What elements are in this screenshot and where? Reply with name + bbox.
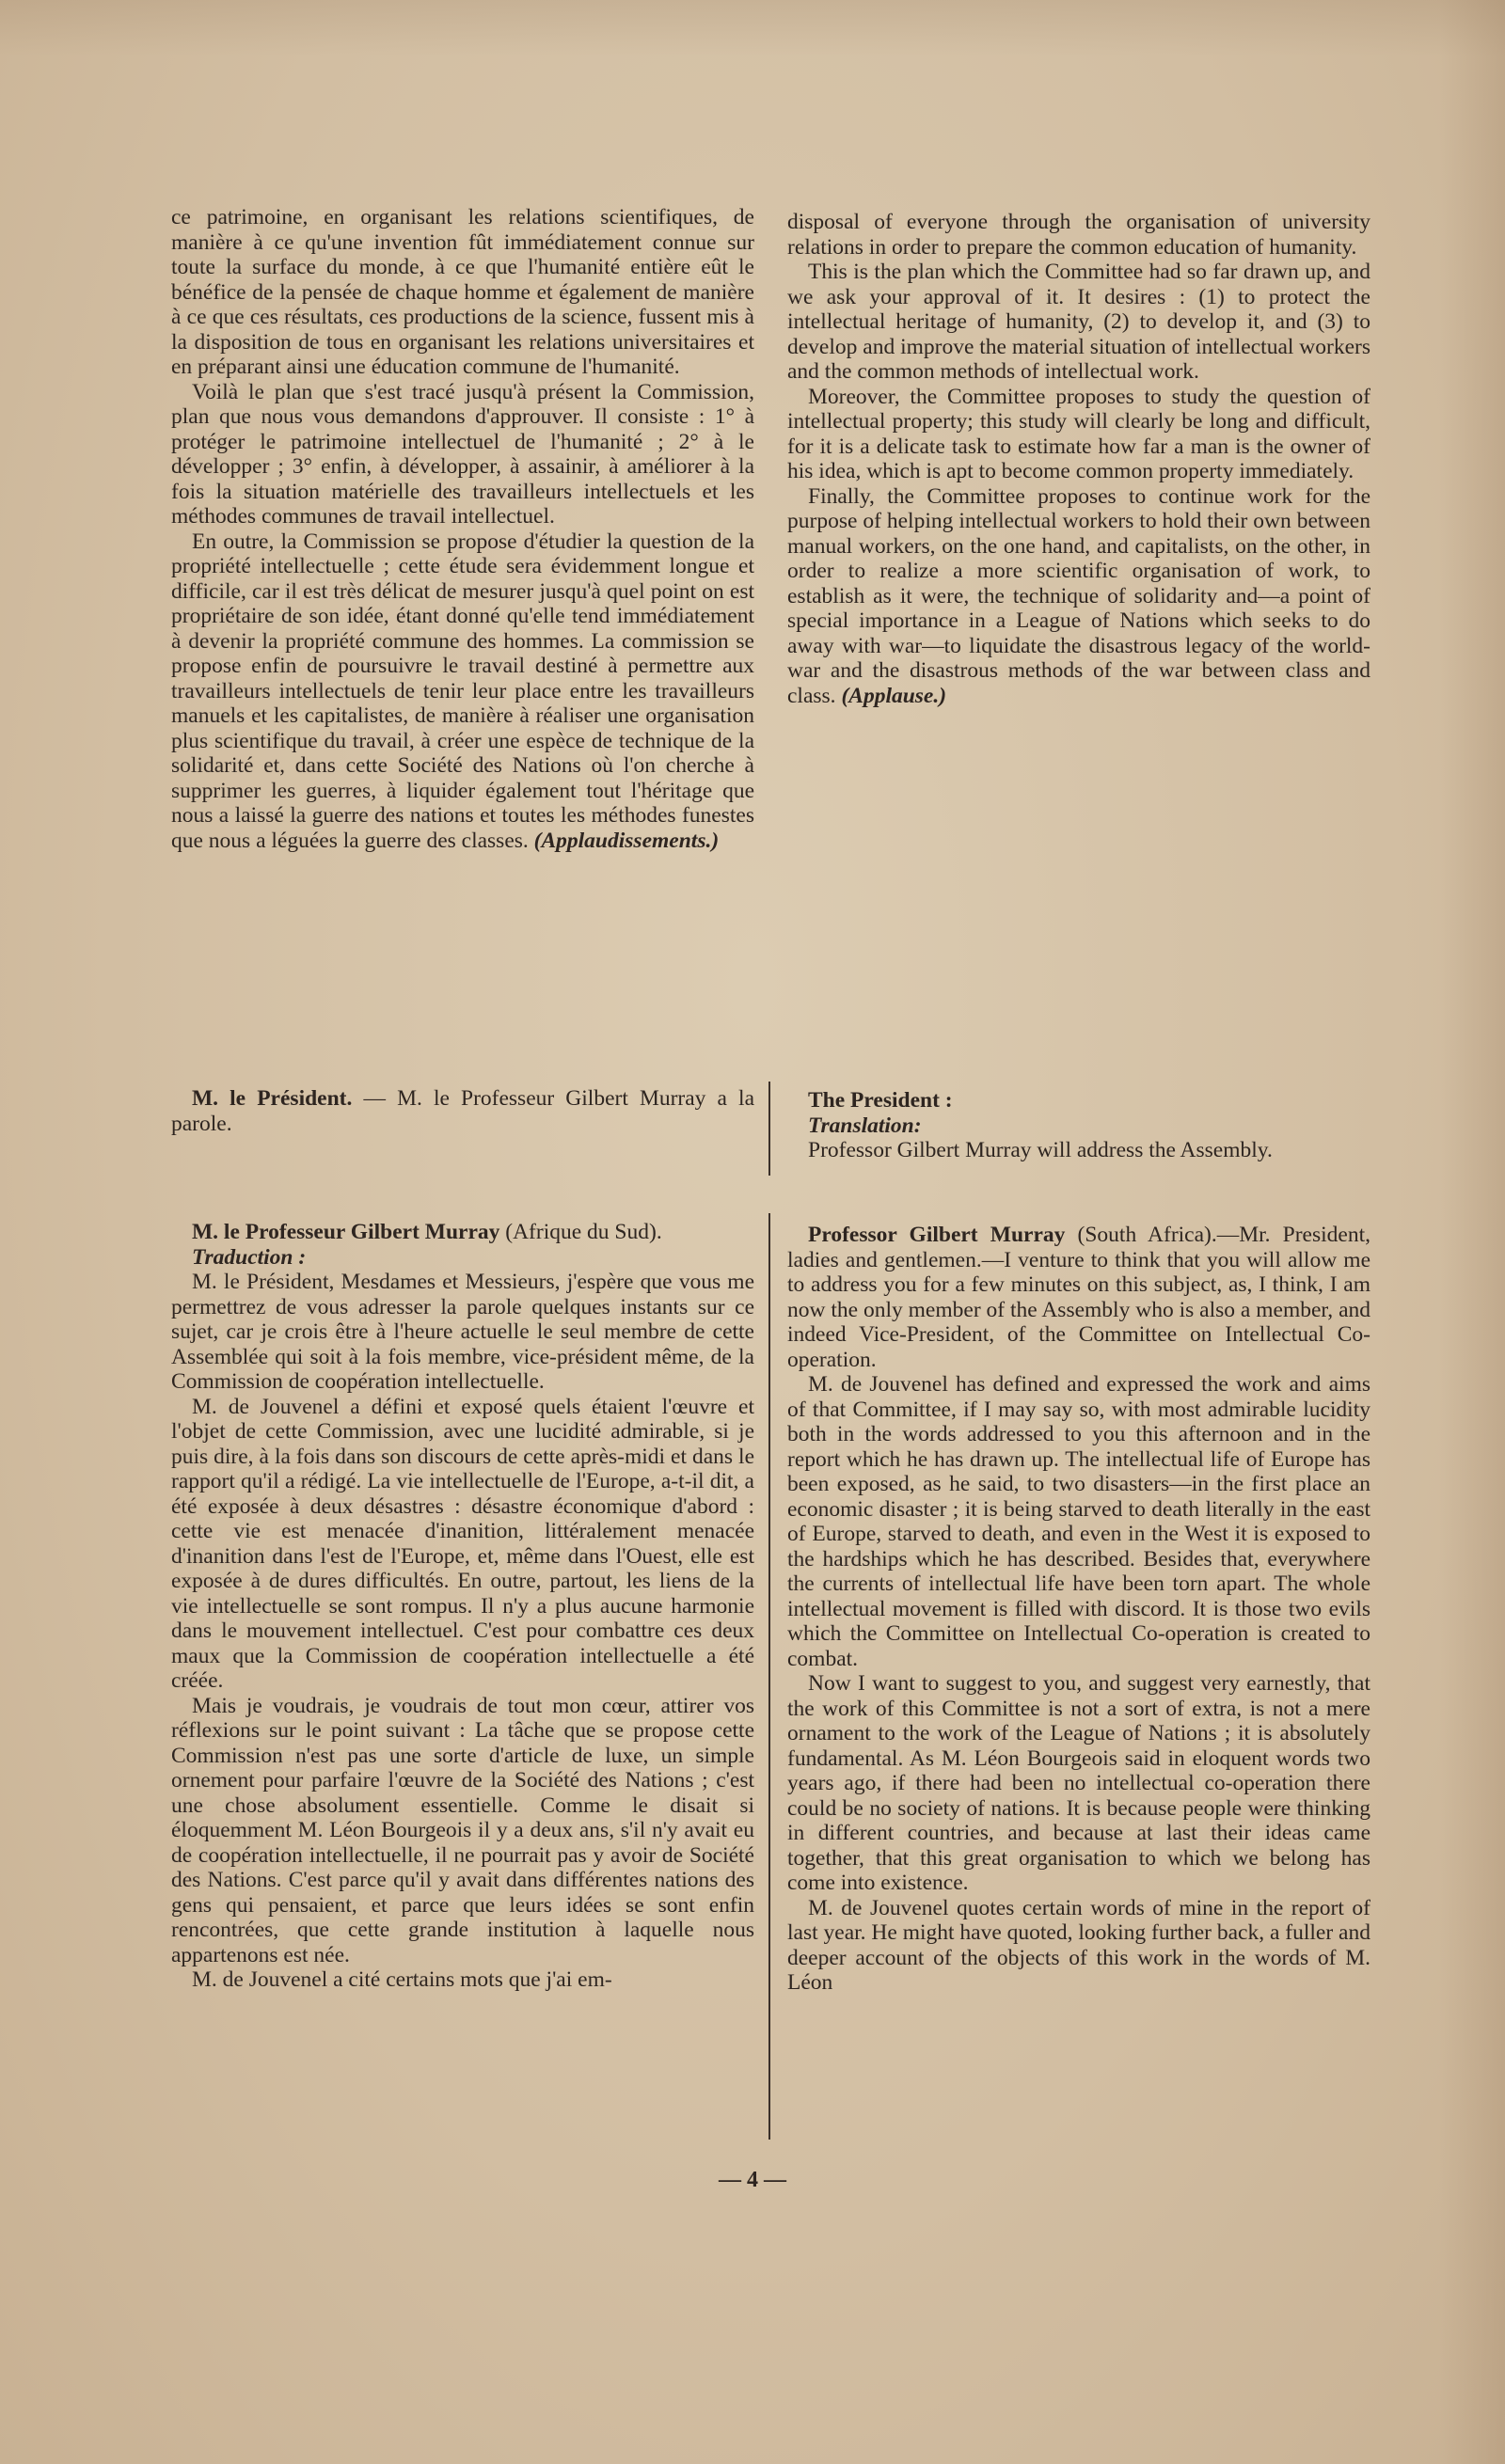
right-murray-block (787, 1223, 1370, 1996)
column-divider-upper (768, 1082, 770, 1176)
left-president-block (171, 1086, 754, 1136)
right-paragraph-2: This is the plan which the Committee had so far drawn up, and we ask your approval of it. It desires : (1) to protect the intellectual heritage of humanity, (2) to develop it, and (3) to develop and improve the material situation of intellectual workers and the common methods of intellectual work. (787, 260, 1370, 384)
right-murray-paragraph-2: M. de Jouvenel has defined and expressed the work and aims of that Committee, if I may say so, with most admirable lucidity both in the words addressed to you this afternoon and in the report which he has drawn up. The intellectual life of Europe has been exposed, as he said, to two disasters—in the first place an economic disaster ; it is being starved to death literally in the east of Europe, starved to death, and even in the West it is exposed to the hardships which he has described. Besides that, everywhere the currents of intellectual life have been torn apart. The whole intellectual movement is filled with discord. It is those two evils which the Committee on Intellectual Co-operation is created to combat. (787, 1372, 1370, 1671)
right-murray-paragraph-3: Now I want to suggest to you, and suggest very earnestly, that the work of this Committee is not a sort of extra, is not a mere ornament to the work of the League of Nations ; it is absolutely fundamental. As M. Léon Bourgeois said in eloquent words two years ago, if there had been no intellectual co-operation there could be no society of nations. It is because people were thinking in different countries, and because at last their ideas came together, that this great organisation to which we belong has come into existence. (787, 1671, 1370, 1895)
left-paragraph-1: ce patrimoine, en organisant les relations scientifiques, de manière à ce qu'une invention fût immédiatement connue sur toute la surface du monde, à ce que l'humanité entière eût le bénéfice de la pensée de chaque homme et également de manière à ce que ces résultats, ces productions de la science, fussent mis à la disposition de tous en organisant les relations universitaires et en préparant ainsi une éducation commune de l'humanité. (171, 205, 754, 379)
column-divider-lower (768, 1213, 770, 2140)
murray-intro-en: (South Africa).—Mr. President, ladies and gentlemen.—I venture to think that you will allow me to address you for a few minutes on this subject, as, I think, I am now the only member of the Assembly who is also a member, and indeed Vice-President, of the Committee on Intellectual Co-operation. (787, 1223, 1370, 1372)
left-paragraph-3 (171, 529, 754, 854)
applause-fr: (Applaudissements.) (533, 828, 720, 853)
murray-country-fr: (Afrique du Sud). (505, 1220, 662, 1244)
right-president-block (787, 1088, 1370, 1163)
translation-label-en: Translation: (808, 1113, 922, 1138)
left-murray-paragraph-3: Mais je voudrais, je voudrais de tout mon cœur, attirer vos réflexions sur le point suivant : La tâche que se propose cette Commission n'est pas une sorte d'article de luxe, un simple ornement pour parfaire l'œuvre de la Société des Nations ; c'est une chose absolument essentielle. Comme le disait si éloquemment M. Léon Bourgeois il y a deux ans, s'il n'y avait eu de coopération intellectuelle, il ne pourrait pas y avoir de Société des Nations. C'est parce qu'il y avait dans différentes nations des gens qui pensaient, et parce que leurs idées se sont enfin rencontrées, que cette grande institution à laquelle nous appartenons est née. (171, 1693, 754, 1967)
right-murray-paragraph-1 (787, 1223, 1370, 1372)
right-paragraph-4 (787, 484, 1370, 709)
speaker-murray-fr: M. le Professeur Gilbert Murray (192, 1220, 500, 1244)
left-murray-paragraph-2: M. de Jouvenel a défini et exposé quels étaient l'œuvre et l'objet de cette Commission, avec une lucidité admirable, si je puis dire, à la fois dans son discours de cette après-midi et dans le rapport qu'il a rédigé. La vie intellectuelle de l'Europe, a-t-il dit, a été exposée à deux désastres : désastre économique d'abord : cette vie est menacée d'inanition, littéralement menacée d'inanition dans l'est de l'Europe, et, même dans l'Ouest, elle est exposée à de dures difficultés. En outre, partout, les liens de la vie intellectuelle se sont rompus. Il n'y a plus aucune harmonie dans le mouvement intellectuel. C'est pour combattre ces deux maux que la Commission de coopération intellectuelle a été créée. (171, 1394, 754, 1693)
left-column-top (171, 205, 754, 853)
speaker-president-fr: M. le Président. (192, 1086, 353, 1111)
left-paragraph-3-text: En outre, la Commission se propose d'étudier la question de la propriété intellectuelle ; cette étude sera évidemment longue et difficile, car il est très délicat de mesurer jusqu'à quel point on est propriétaire de son idée, étant donné qu'elle tend immédiatement à devenir la propriété commune des hommes. La commission se propose enfin de poursuivre le travail destiné à permettre aux travailleurs intellectuels de tenir leur place entre les travailleurs manuels et les capitalistes, de manière à réaliser une organisation plus scientifique du travail, à créer une espèce de technique de la solidarité et, dans cette Société des Nations où l'on cherche à supprimer les guerres, à liquider également tout l'héritage que nous a laissé la guerre des nations et toutes les méthodes funestes que nous a léguées la guerre des classes. (171, 529, 754, 853)
paper-shading-right (1439, 0, 1505, 2464)
left-murray-paragraph-1: M. le Président, Mesdames et Messieurs, j'espère que vous me permettrez de vous adresser la parole quelques instants sur ce sujet, car je crois être à l'heure actuelle le seul membre de cette Assemblée qui soit à la fois membre, vice-président même, de la Commission de coopération intellectuelle. (171, 1270, 754, 1394)
left-murray-block (171, 1220, 754, 1993)
president-fr-text: — M. le Professeur Gilbert Murray a la parole. (171, 1086, 755, 1136)
translation-label-fr: Traduction : (192, 1244, 307, 1270)
right-column-top (787, 210, 1370, 708)
right-murray-paragraph-4: M. de Jouvenel quotes certain words of mine in the report of last year. He might have quoted, looking further back, a fuller and deeper account of the objects of this work in the words of M. Léon (787, 1895, 1370, 1995)
right-paragraph-1: disposal of everyone through the organisation of university relations in order to prepare the common education of humanity. (787, 210, 1370, 260)
right-paragraph-4-text: Finally, the Committee proposes to continue work for the purpose of helping intellectual workers to hold their own between manual workers, on the one hand, and capitalists, on the other, in order to realize a more scientific organisation of work, to establish as it were, the technique of solidarity and—a point of special importance in a League of Nations which seeks to do away with war—to liquidate the disastrous legacy of the world-war and the disastrous methods of the war between class and class. (787, 483, 1370, 708)
page-number: — 4 — (719, 2168, 786, 2192)
president-en-text: Professor Gilbert Murray will address the Assembly. (808, 1138, 1273, 1162)
left-president-line (171, 1086, 754, 1136)
left-murray-paragraph-4: M. de Jouvenel a cité certains mots que j'ai em- (192, 1967, 612, 1992)
speaker-murray-en: Professor Gilbert Murray (808, 1223, 1066, 1247)
right-paragraph-3: Moreover, the Committee proposes to study the question of intellectual property; this study will clearly be long and difficult, for it is a delicate task to estimate how far a man is the owner of his idea, which is apt to become common property immediately. (787, 384, 1370, 483)
left-paragraph-2: Voilà le plan que s'est tracé jusqu'à présent la Commission, plan que nous vous demandons d'approuver. Il consiste : 1° à protéger le patrimoine intellectuel de l'humanité ; 2° à le développer ; 3° enfin, à développer, à assainir, à améliorer à la fois la situation matérielle des travailleurs intellectuels et les méthodes communes de travail intellectuel. (171, 379, 754, 529)
applause-en: (Applause.) (841, 683, 947, 708)
left-murray-heading (171, 1220, 754, 1245)
paper-shading-top (0, 0, 1505, 56)
speaker-president-en: The President : (808, 1088, 953, 1113)
